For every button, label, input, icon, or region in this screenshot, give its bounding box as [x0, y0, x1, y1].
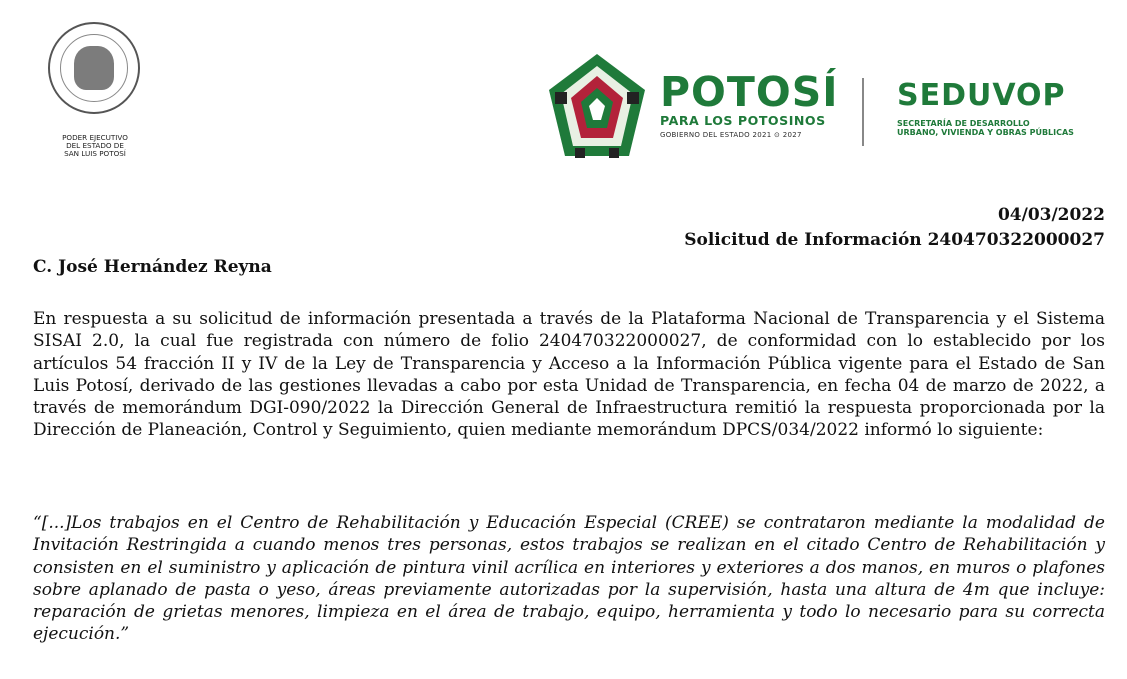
seal-caption-line-3: SAN LUIS POTOSÍ — [64, 149, 126, 158]
quoted-memo-paragraph: “[...]Los trabajos en el Centro de Rehabilitación y Educación Especial (CREE) se contrataron mediante la modalidad de Invitación Restringida a cuando menos tres personas, estos trabajos se realizan en el citado Centro de Rehabilitación y consisten en el suministro y aplicación de pintura vinil acrílica en interiores y exteriores a dos manos, en muros o plafones sobre aplanado de pasta o yeso, áreas previamente autorizadas por la supervisión, hasta una altura de 4m que incluye: reparación de grietas menores, limpieza en el área de trabajo, equipo, herramienta y todo lo necesario para su correcta ejecución.” — [33, 513, 1105, 645]
eagle-emblem-icon — [74, 46, 114, 90]
agency-name: SEDUVOP — [897, 78, 1066, 113]
addressee: C. José Hernández Reyna — [33, 257, 272, 277]
seal-caption-line-1: PODER EJECUTIVO — [62, 133, 128, 142]
brand-name: POTOSÍ — [660, 68, 839, 116]
response-paragraph: En respuesta a su solicitud de información presentada a través de la Plataforma Nacional de Transparencia y el Sistema SISAI 2.0, la cual fue registrada con número de folio 240470322000027, de conformidad con lo establecido por los artículos 54 fracción II y IV de la Ley de Transparencia y Acceso a la Información Pública vigente para el Estado de San Luis Potosí, derivado de las gestiones llevadas a cabo por esta Unidad de Transparencia, en fecha 04 de marzo de 2022, a través de memorándum DGI-090/2022 la Dirección General de Infraestructura remitió la respuesta proporcionada por la Dirección de Planeación, Control y Seguimiento, quien mediante memorándum DPCS/034/2022 informó lo siguiente: — [33, 309, 1105, 441]
brand-tagline: PARA LOS POTOSINOS — [660, 113, 826, 128]
potosi-logo-mark-icon — [545, 52, 649, 162]
seal-caption-line-2: DEL ESTADO DE — [66, 141, 124, 150]
agency-full-name-line-2: URBANO, VIVIENDA Y OBRAS PÚBLICAS — [897, 128, 1074, 137]
state-seal — [40, 18, 150, 168]
agency-full-name — [897, 119, 1074, 137]
request-number: Solicitud de Información 240470322000027 — [684, 230, 1105, 250]
header-divider — [862, 78, 864, 146]
agency-full-name-line-1: SECRETARÍA DE DESARROLLO — [897, 119, 1030, 128]
letter-date: 04/03/2022 — [997, 205, 1105, 225]
brand-government-period: GOBIERNO DEL ESTADO 2021 ⊙ 2027 — [660, 131, 802, 139]
